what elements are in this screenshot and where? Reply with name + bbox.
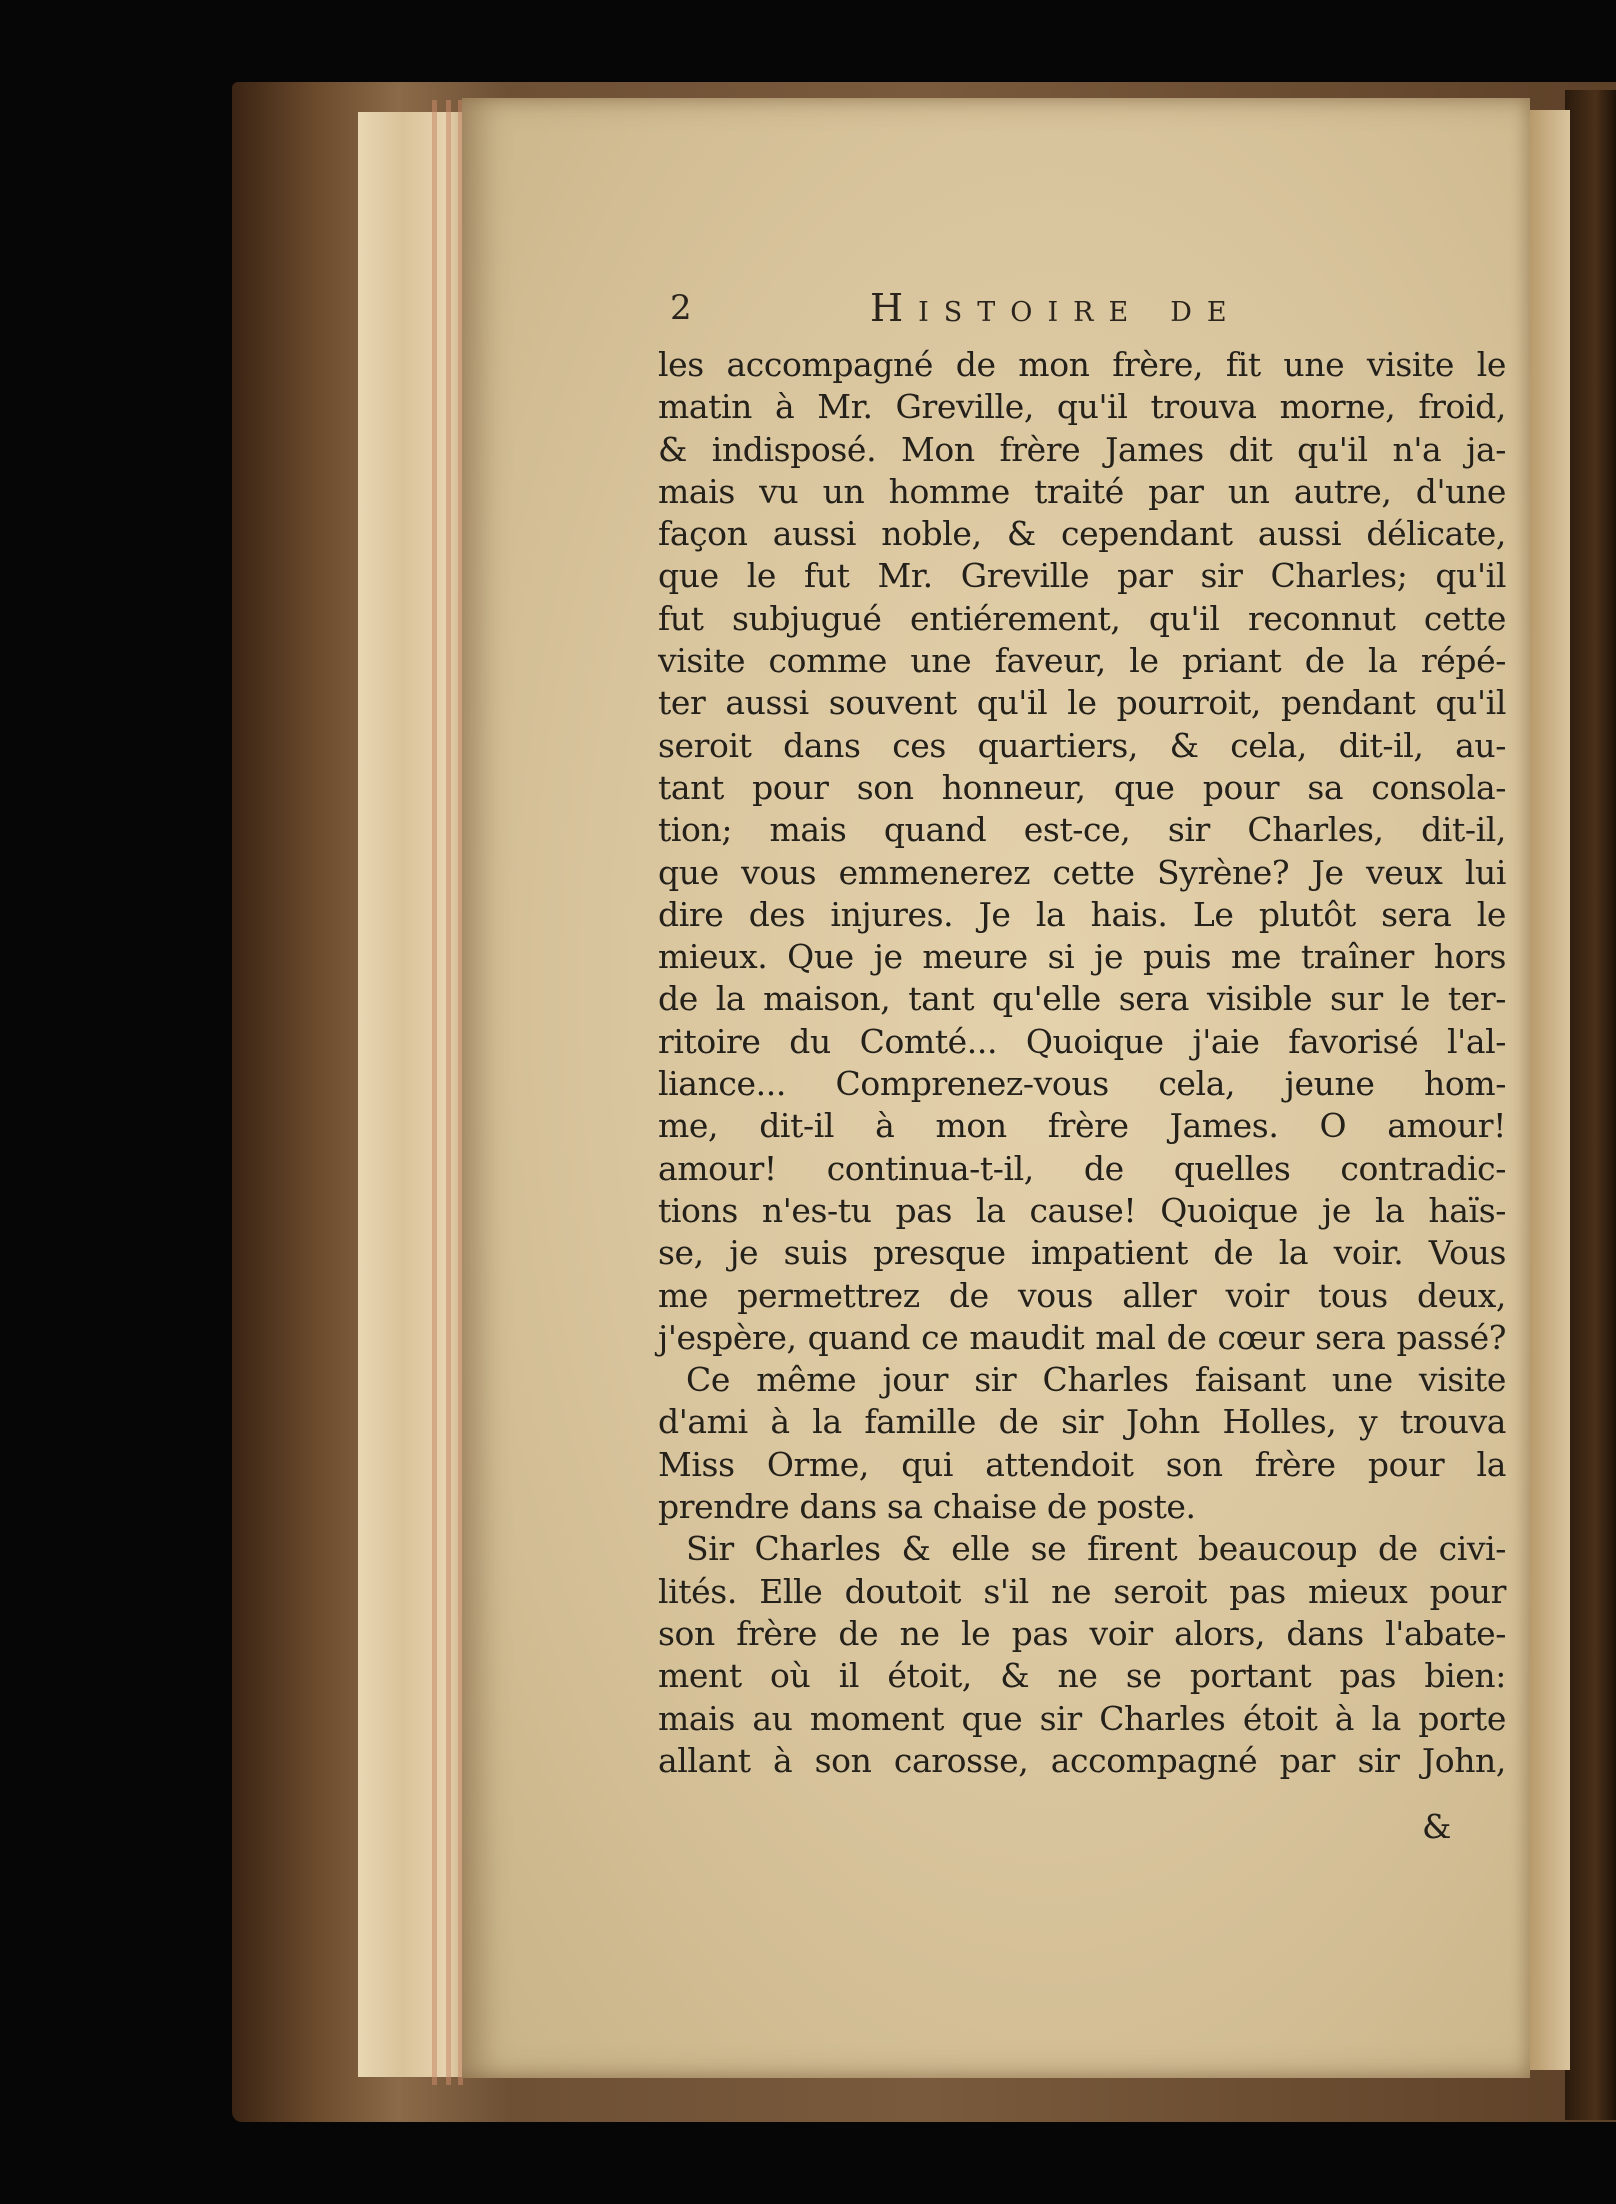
page-edge-line — [446, 100, 451, 2085]
text-line: se, je suis presque impatient de la voir. Vous — [658, 1233, 1506, 1273]
text-line: façon aussi noble, & cependant aussi délicate, — [658, 514, 1506, 554]
text-line: de la maison, tant qu'elle sera visible sur le ter- — [658, 979, 1506, 1019]
page-number: 2 — [670, 288, 692, 328]
text-line: amour! continua-t-il, de quelles contradic- — [658, 1148, 1506, 1188]
paragraph-first-line: Sir Charles & elle se firent beaucoup de civi- — [686, 1529, 1506, 1569]
text-line: j'espère, quand ce maudit mal de cœur sera passé? — [658, 1317, 1506, 1357]
text-line: me, dit-il à mon frère James. O amour! — [658, 1106, 1506, 1146]
book-cover-edge — [1565, 90, 1616, 2120]
page-stack — [358, 112, 468, 2077]
text-line: seroit dans ces quartiers, & cela, dit-il, au- — [658, 725, 1506, 765]
text-line: Miss Orme, qui attendoit son frère pour la — [658, 1444, 1506, 1484]
text-line: liance... Comprenez-vous cela, jeune hom- — [658, 1064, 1506, 1104]
page-header — [670, 286, 1530, 336]
page-edge-line — [432, 100, 437, 2085]
page-body-text — [658, 344, 1506, 1782]
text-line: tion; mais quand est-ce, sir Charles, dit-il, — [658, 810, 1506, 850]
text-line: tant pour son honneur, que pour sa consola- — [658, 767, 1506, 807]
text-line: me permettrez de vous aller voir tous deux, — [658, 1275, 1506, 1315]
text-line: d'ami à la famille de sir John Holles, y trouva — [658, 1402, 1506, 1442]
text-line: ment où il étoit, & ne se portant pas bien: — [658, 1656, 1506, 1696]
running-title: Histoire de — [870, 286, 1242, 330]
text-line: mais vu un homme traité par un autre, d'une — [658, 471, 1506, 511]
text-line: mieux. Que je meure si je puis me traîner hors — [658, 937, 1506, 977]
text-line: tions n'es-tu pas la cause! Quoique je la haïs- — [658, 1190, 1506, 1230]
text-line: mais au moment que sir Charles étoit à la porte — [658, 1698, 1506, 1738]
text-line: fut subjugué entiérement, qu'il reconnut cette — [658, 598, 1506, 638]
text-line: allant à son carosse, accompagné par sir John, — [658, 1740, 1506, 1780]
facing-page-edge — [1530, 110, 1570, 2070]
paragraph-last-line: prendre dans sa chaise de poste. — [658, 1487, 1196, 1527]
text-line: visite comme une faveur, le priant de la répé- — [658, 641, 1506, 681]
catchword: & — [1422, 1807, 1452, 1846]
text-line: que vous emmenerez cette Syrène? Je veux lui — [658, 852, 1506, 892]
paragraph-first-line: Ce même jour sir Charles faisant une visite — [686, 1360, 1506, 1400]
text-line: ritoire du Comté... Quoique j'aie favorisé l'al- — [658, 1021, 1506, 1061]
text-line: lités. Elle doutoit s'il ne seroit pas mieux pour — [658, 1571, 1506, 1611]
text-line: dire des injures. Je la hais. Le plutôt sera le — [658, 894, 1506, 934]
text-line: & indisposé. Mon frère James dit qu'il n'a ja- — [658, 429, 1506, 469]
text-line: les accompagné de mon frère, fit une visite le — [658, 345, 1506, 384]
text-line: ter aussi souvent qu'il le pourroit, pendant qu'il — [658, 683, 1506, 723]
text-line: matin à Mr. Greville, qu'il trouva morne, froid, — [658, 387, 1506, 427]
text-line: son frère de ne le pas voir alors, dans l'abate- — [658, 1613, 1506, 1653]
text-line: que le fut Mr. Greville par sir Charles; qu'il — [658, 556, 1506, 596]
